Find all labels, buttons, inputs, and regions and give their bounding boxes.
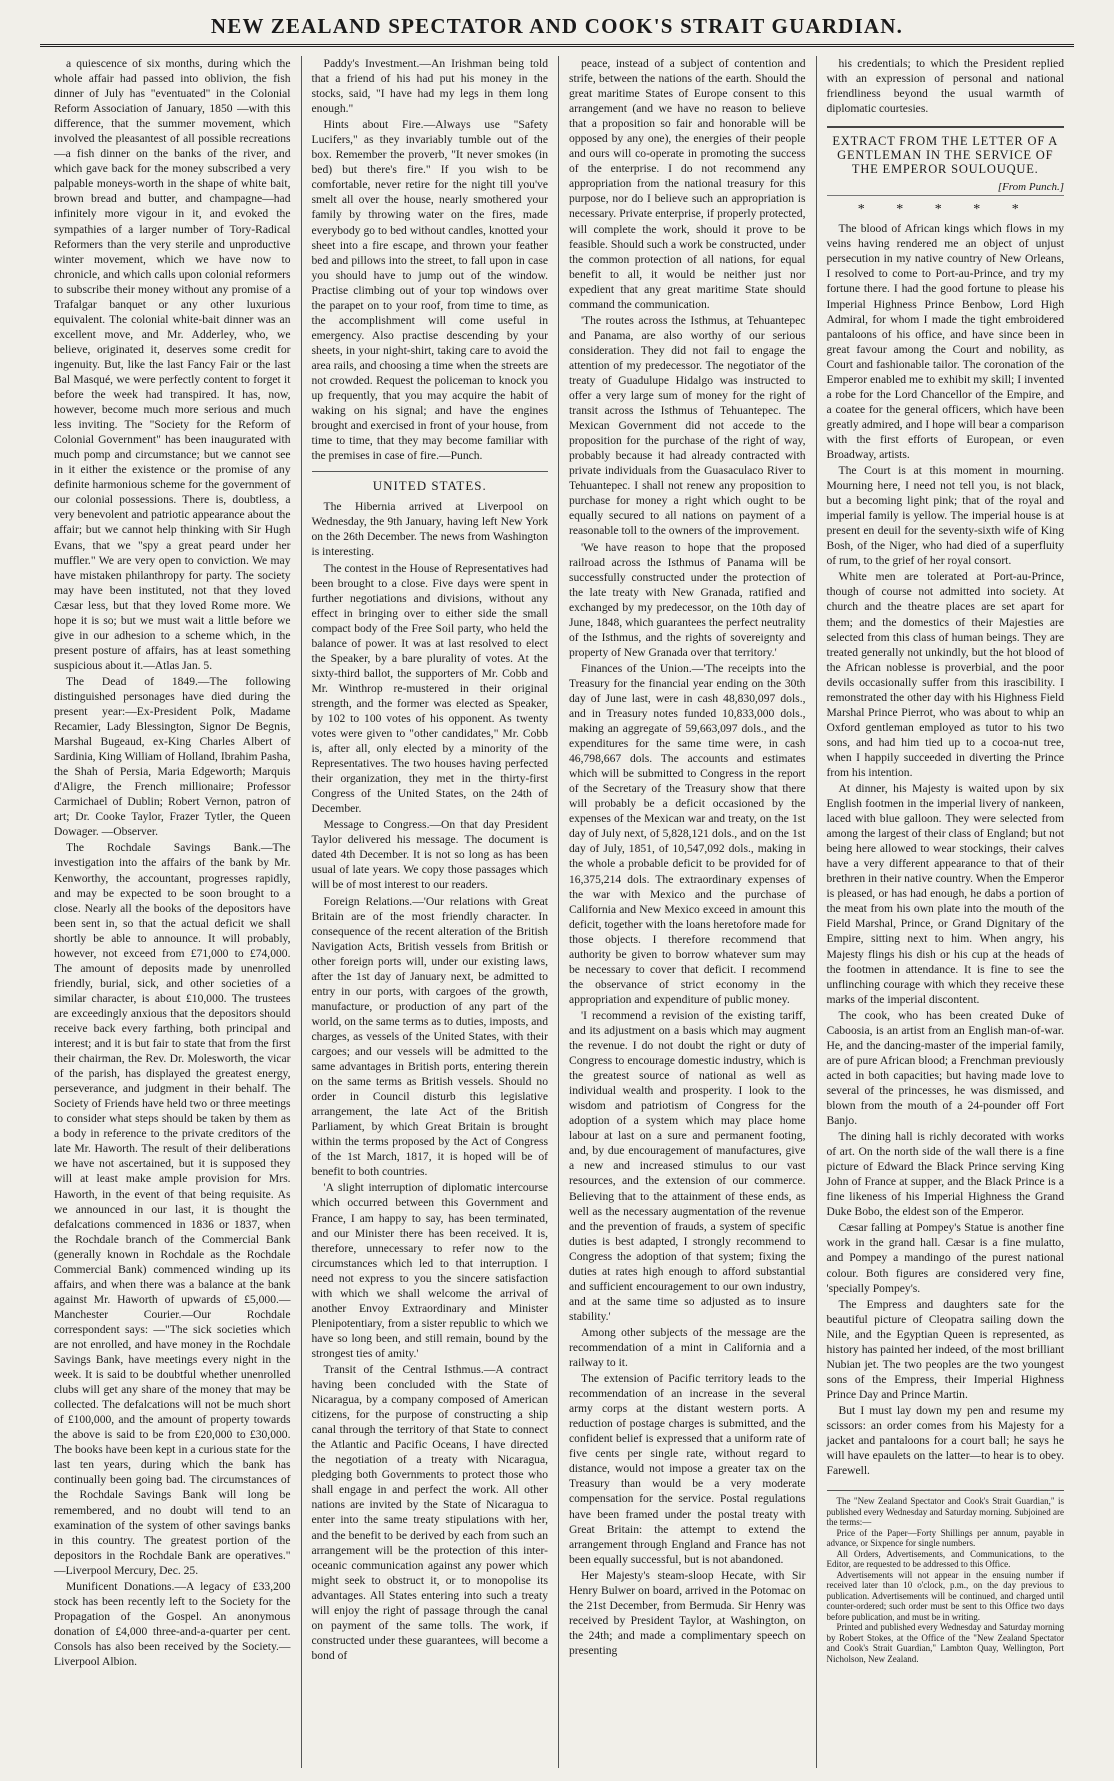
colophon-paragraph: Price of the Paper—Forty Shillings per annum, payable in advance, or Sixpence for single numbers. xyxy=(826,1527,1064,1549)
col1-paragraph: Munificent Donations.—A legacy of £33,200 stock has been recently left to the Society for the Propagation of the Gospel. An anonymous donation of £4,000 three-and-a-quarter per cent. Consols has also been received by the Society.—Liverpool Albion. xyxy=(54,1579,291,1668)
column-2-top-body xyxy=(312,56,549,463)
column-3 xyxy=(559,56,817,1768)
col4b-paragraph: Cæsar falling at Pompey's Statue is another fine work in the grand hall. Cæsar is a fine mulatto, and Pompey a mandingo of the purest national colour. Both figures are considered very fine, 'specially Pompey's. xyxy=(826,1221,1064,1295)
colophon-paragraph: Printed and published every Wednesday and Saturday morning by Robert Stokes, at the Office of the "New Zealand Spectator and Cook's Strait Guardian," Lambton Quay, Wellington, Port Nicholson, New Zealand. xyxy=(826,1622,1064,1664)
extract-heading: EXTRACT FROM THE LETTER OF A GENTLEMAN IN THE SERVICE OF THE EMPEROR SOULOUQUE. xyxy=(827,126,1065,176)
column-4-bottom-body xyxy=(827,221,1065,1478)
col2a-paragraph: Paddy's Investment.—An Irishman being told that a friend of his had put his money in the stocks, said, "I have had my legs in them long enough." xyxy=(311,57,548,116)
col1-paragraph: The Rochdale Savings Bank.—The investigation into the affairs of the bank by Mr. Kenworthy, the accountant, progresses rapidly, and may be expected to be soon brought to a close. Nearly all the books of the depositors have been sent in, so that the actual deficit we shall shortly be able to announce. It will probably, however, not exceed from £71,000 to £74,000. The amount of deposits made by unenrolled friendly, burial, sick, and other societies of a similar character, is about £10,000. The trustees are exceedingly anxious that the depositors should receive back every farthing, both principal and interest; and it is but fair to state that from the first their chairman, the Rev. Dr. Molesworth, the vicar of the parish, has displayed the greatest energy, perseverance, and judgment in their behalf. The Society of Friends have held two or three meetings to consider what steps should be taken by them as a body in reference to the private creditors of the late Mr. Haworth. The result of their deliberations we have not ascertained, but it is supposed they will at least make ample provision for Mrs. Haworth, in the event of that being requisite. As we announced in our last, it is thought the defalcations commenced in 1836 or 1837, when the Rochdale branch of the Commercial Bank (generally known in Rochdale as the Rochdale Commercial Bank) commenced winding up its affairs, and when there was a balance at the bank against Mr. Haworth of upwards of £5,000.—Manchester Courier.—Our Rochdale correspondent says: —"The sick societies which are not enrolled, and have money in the Rochdale Savings Bank, have meetings every night in the week. It is said to be doubtful whether unenrolled clubs will get any share of the money that may be collected. The defalcations will not be much short of £100,000, and the amount of property towards the above is said to be from £20,000 to £30,000. The books have been kept in a curious state for the last ten years, during which the bank has continually been going bad. The circumstances of the Rochdale Savings Bank will long be remembered, and no doubt will tend to an examination of the system of other savings banks in this country. The greatest portion of the depositors in the Rochdale Bank are operatives." —Liverpool Mercury, Dec. 25. xyxy=(54,841,291,1577)
col4b-paragraph: The cook, who has been created Duke of Caboosia, is an artist from an English man-of-war. He, and the dancing-master of the imperial family, are of pure African blood; a Frenchman previously acted in both capacities; but having made love to several of the princesses, he was dismissed, and blown from the mouth of a 24-pounder off Fort Banjo. xyxy=(826,1008,1064,1128)
col2b-paragraph: Message to Congress.—On that day President Taylor delivered his message. The document is dated 4th December. It is not so long as has been usual of late years. We copy those passages which will be of most interest to our readers. xyxy=(311,818,548,892)
colophon-paragraph: The "New Zealand Spectator and Cook's Strait Guardian," is published every Wednesday and Saturday morning. Subjoined are the terms:— xyxy=(826,1496,1064,1528)
column-2-bottom-body xyxy=(312,499,549,1663)
col1-paragraph: a quiescence of six months, during which the whole affair had passed into oblivion, the fish dinner of July has "eventuated" in the Colonial Reform Association of January, 1850 —with this difference, that the summer movement, which involved the pleasantest of all possible recreations—a fish dinner on the banks of the river, and which gave back for the money subscribed a very palpable moneys-worth in the shape of white bait, brown bread and butter, and champagne—had infinitely more vigour in it, and evoked the sympathies of a larger number of Tory-Radical Reformers than the very sterile and unproductive winter movement, which we have now to chronicle, and which calls upon colonial reformers to subscribe their money without any promise of a Trafalgar banquet or any other luxurious equivalent. The colonial white-bait dinner was an excellent move, and Mr. Adderley, who, we believe, originated it, deserves some credit for ingenuity. But, like the last Fancy Fair or the last Bal Masqué, we were perfectly content to forget it before the week had transpired. It has, now, however, become much more serious and much less inviting. The "Society for the Reform of Colonial Government" has been inaugurated with much pomp and circumstance; but we cannot see in it either the existence or the promise of any definite harmonious scheme for the government of our colonial possessions. There is, doubtless, a very benevolent and patriotic appearance about the affair; but we cannot help thinking with Sir Hugh Evans, that we "spy a great peard under her muffler." We are very open to conviction. We may have mistaken philanthropy for party. The society may have been instituted, not that they loved Cæsar less, but that they loved Rome more. We hope it is so; but we must wait a little before we give in our adhesion to a scheme which, in the present posture of affairs, has at least something suspicious about it.—Atlas Jan. 5. xyxy=(54,57,291,672)
masthead: NEW ZEALAND SPECTATOR AND COOK'S STRAIT GUARDIAN. xyxy=(210,14,904,38)
col3-paragraph: The extension of Pacific territory leads to the recommendation of an increase in the several army corps at the distant western ports. A reduction of postage charges is submitted, and the confident belief is expressed that a uniform rate of five cents per single rate, without regard to distance, would not impose a greater tax on the Treasury than would be a very moderate compensation for the service. Postal regulations have been framed under the postal treaty with Great Britain: the attempt to extend the arrangement through England and France has not been equally successful, but is not abandoned. xyxy=(569,1372,806,1566)
col4b-paragraph: White men are tolerated at Port-au-Prince, though of course not admitted into society. At church and the theatre places are set apart for them; and the domestics of their Majesties are selected from this class of human beings. They are treated generally not unkindly, but the hot blood of the African noblesse is proverbial, and the poor devils occasionally suffer from this irascibility. I remonstrated the other day with his Highness Field Marshal Prince Pierrot, who was about to whip an Oxford gentleman employed as tutor to his two sons, and had him tied up to a cocoa-nut tree, when I happily succeeded in diverting the Prince from his intention. xyxy=(826,570,1064,779)
col4b-paragraph: The dining hall is richly decorated with works of art. On the north side of the wall there is a fine picture of Edward the Black Prince serving King John of France at supper, and the Black Prince is a fine likeness of his Imperial Highness the Grand Duke Bobo, the eldest son of the Emperor. xyxy=(826,1130,1064,1219)
col4b-paragraph: The blood of African kings which flows in my veins having rendered me an object of unjust persecution in my native country of New Orleans, I resolved to come to Port-au-Prince, and try my fortune there. I had the good fortune to please his Imperial Highness Prince Benbow, Lord High Admiral, for whom I made the tight embroidered pantaloons of his office, and have since been in great favour among the Court and nobility, as Court and fashionable tailor. The coronation of the Emperor enabled me to exhibit my skill; I invented a robe for the Lord Chancellor of the Empire, and a coatee for the general officers, which have been greatly admired, and I hope will bear a comparison with the first efforts of European, or even Broadway, artists. xyxy=(826,222,1064,461)
column-4 xyxy=(817,56,1075,1768)
col3-paragraph: Among other subjects of the message are the recommendation of a mint in California and a railway to it. xyxy=(569,1325,806,1370)
ornament-stars: * * * * * xyxy=(857,202,1033,218)
col4b-paragraph: But I must lay down my pen and resume my scissors: an order comes from his Majesty for a jacket and pantaloons for a court ball; he says he will have epaulets on the latter—to hear is to obey. Farewell. xyxy=(826,1403,1064,1478)
col3-paragraph: 'I recommend a revision of the existing tariff, and its adjustment on a basis which may augment the revenue. I do not doubt the right or duty of Congress to encourage domestic industry, which is the greatest source of national as well as individual wealth and prosperity. I look to the wisdom and patriotism of Congress for the adoption of a system which may place home labour at last on a sure and permanent footing, and, by due encouragement of manufactures, give a new and increased stimulus to our vast resources, and the extension of our commerce. Believing that to the attainment of these ends, as well as the necessary augmentation of the revenue and the prevention of frauds, a system of specific duties is best adapted, I strongly recommend to Congress the adoption of that system; fixing the duties at rates high enough to afford substantial and sufficient encouragement to our own industry, and at the same time so adjusted as to insure stability.' xyxy=(569,1008,806,1323)
col2b-paragraph: The contest in the House of Representatives had been brought to a close. Five days were spent in further negotiations and divisions, without any effect in bringing over to either side the small compact body of the Free Soil party, who held the balance of power. It was at last resolved to elect the Speaker, by a bare plurality of votes. At the sixty-third ballot, the supporters of Mr. Cobb and Mr. Winthrop re-mustered in their original strength, and the former was elected as Speaker, by 102 to 100 votes of his opponent. As twenty votes were given to "other candidates," Mr. Cobb is, after all, only elected by a minority of the Representatives. The two houses having perfected their organization, they met in the thirty-first Congress of the United States, on the 24th of December. xyxy=(311,561,548,816)
col3-paragraph: Finances of the Union.—'The receipts into the Treasury for the financial year ending on the 30th day of June last, were in cash 48,830,097 dols., and in Treasury notes funded 10,833,000 dols., making an aggregate of 59,663,097 dols., and the expenditures for the same time were, in cash 46,798,667 dols. The accounts and estimates which will be submitted to Congress in the report of the Secretary of the Treasury show that there will probably be a deficit occasioned by the expenses of the Mexican war and treaty, on the 1st day of July next, of 5,828,121 dols., and on the 1st day of July, 1851, of 10,547,092 dols., making in the whole a probable deficit to be provided for of 16,375,214 dols. The extraordinary expenses of the war with Mexico and the purchase of California and New Mexico exceed in amount this deficit, together with the loans heretofore made for those objects. I therefore recommend that authority be given to borrow whatever sum may be necessary to cover that deficit. I recommend the observance of strict economy in the appropriation and expenditure of public money. xyxy=(569,661,806,1006)
colophon-paragraph: All Orders, Advertisements, and Communications, to the Editor, are requested to be addressed to this Office. xyxy=(826,1548,1064,1570)
colophon xyxy=(827,1490,1065,1664)
column-1 xyxy=(44,56,302,1768)
col4b-paragraph: The Empress and daughters sate for the beautiful picture of Cleopatra sailing down the Nile, and the Egyptian Queen is represented, as history has painted her indeed, of the most brilliant Nubian jet. The two peoples are the two youngest sons of the Empress, their Imperial Highness Prince Day and Prince Martin. xyxy=(826,1297,1064,1401)
col2b-paragraph: Foreign Relations.—'Our relations with Great Britain are of the most friendly character. In consequence of the recent alteration of the British Navigation Acts, British vessels from British or other foreign ports will, under our existing laws, after the 1st day of January next, be admitted to entry in our ports, with cargoes of the growth, manufacture, or production of any part of the world, on the same terms as to duties, imposts, and charges, as vessels of the United States, with their cargoes; and our vessels will be admitted to the same advantages in British ports, entering therein on the same terms as British vessels. Should no order in Council disturb this legislative arrangement, the late Act of the British Parliament, by which Great Britain is brought within the terms proposed by the Act of Congress of the 1st March, 1817, it is hoped will be of benefit to both countries. xyxy=(311,894,548,1179)
extract-source: [From Punch.] xyxy=(827,180,1065,196)
col2a-paragraph: Hints about Fire.—Always use "Safety Lucifers," as they invariably tumble out of the box. Remember the proverb, "It never smokes (in bed) but there's fire." If you wish to be comfortable, never retire for the night till you've smelt all over the house, nearly smothered your family by throwing water on the fires, made everybody go to bed without candles, knotted your sheet into a fire escape, and thrown your feather bed and pillows into the street, to fall upon in case you should have to jump out of the window. Practise climbing out of your top windows over the parapet on to your roof, from time to time, as the accomplishment will come useful in emergency. Also practise descending by your sheets, in your night-shirt, taking care to avoid the area rails, and choosing a time when the streets are not crowded. Request the policeman to knock you up frequently, that you may acquire the habit of waking on his signal; and have the engines brought and exercised in front of your house, from time to time, that they may become familiar with the premises in case of fire.—Punch. xyxy=(311,118,548,463)
colophon-paragraph: Advertisements will not appear in the ensuing number if received later than 10 o'clock, p.m., on the day previous to publication. Advertisements will be continued, and charged until counter-ordered; such order must be sent to this Office two days before publication, and must be in writing. xyxy=(826,1569,1064,1622)
col3-paragraph: 'We have reason to hope that the proposed railroad across the Isthmus of Panama will be successfully constructed under the protection of the late treaty with New Granada, ratified and exchanged by my predecessor, on the 10th day of June, 1848, which guarantees the perfect neutrality of the Isthmus, and the rights of sovereignty and property of New Granada over that territory.' xyxy=(569,540,806,659)
col2b-paragraph: Transit of the Central Isthmus.—A contract having been concluded with the State of Nicaragua, by a company composed of American citizens, for the purpose of constructing a ship canal through the territory of that State to connect the Atlantic and Pacific Oceans, I have directed the negotiation of a treaty with Nicaragua, pledging both Governments to protect those who shall engage in and perfect the work. All other nations are invited by the State of Nicaragua to enter into the same treaty stipulations with her, and the benefit to be derived by each from such an arrangement will be the protection of this inter-oceanic communication against any power which might seek to obstruct it, or to monopolise its advantages. All States entering into such a treaty will enjoy the right of passage through the canal on payment of the same tolls. The work, if constructed under these guarantees, will become a bond of xyxy=(311,1362,548,1662)
column-4-top-body xyxy=(827,56,1065,116)
col4b-paragraph: At dinner, his Majesty is waited upon by six English footmen in the imperial livery of nankeen, laced with blue galloon. They were selected from among the largest of their class of England; but not being here allowed to wear stockings, their calves have a very different appearance to that of their brethren in their native country. When the Emperor is pleased, or has had enough, he dabs a portion of the meat from his own plate into the mouth of the Field Marshal, Prince, or Grand Dignitary of the Empire, sitting next to him. When angry, his Majesty flings his dish or his cup at the heads of the footmen in attendance. It is fine to see the unflinching courage with which they receive these marks of the imperial discontent. xyxy=(826,782,1064,1006)
col2b-paragraph: The Hibernia arrived at Liverpool on Wednesday, the 9th January, having left New York on the 26th December. The news from Washington is interesting. xyxy=(311,500,548,559)
col2b-paragraph: 'A slight interruption of diplomatic intercourse which occurred between this Government and France, I am happy to say, has been terminated, and our Minister there has been received. It is, therefore, unnecessary to refer now to the circumstances which led to that interruption. I need not express to you the sincere satisfaction with which we shall welcome the arrival of another Envoy Extraordinary and Minister Plenipotentiary, from a sister republic to which we have so long been, and still remain, bound by the strongest ties of amity.' xyxy=(311,1181,548,1360)
column-1-body xyxy=(54,56,291,1669)
col3-paragraph: peace, instead of a subject of contention and strife, between the nations of the earth. Should the great maritime States of Europe consent to this arrangement (and we have no reason to believe that a proposition so fair and honorable will be opposed by any one), the energies of their people and ours will co-operate in promoting the success of the enterprise. I do not recommend any appropriation from the national treasury for this purpose, nor do I believe such an appropriation is necessary. Private enterprise, if properly protected, will complete the work, should it prove to be feasible. Should such a work be constructed, under the common protection of all nations, for equal benefit to all, it would be neither just nor expedient that any great maritime State should command the communication. xyxy=(569,57,806,311)
column-2 xyxy=(302,56,560,1768)
column-3-body xyxy=(569,56,806,1658)
col3-paragraph: Her Majesty's steam-sloop Hecate, with Sir Henry Bulwer on board, arrived in the Potomac on the 21st December, from Bermuda. Sir Henry was received by President Taylor, at Washington, on the 24th; and made a complimentary speech on presenting xyxy=(569,1568,806,1657)
col3-paragraph: 'The routes across the Isthmus, at Tehuantepec and Panama, are also worthy of our serious consideration. They did not fail to engage the attention of my predecessor. The negotiator of the treaty of Guadulupe Hidalgo was instructed to offer a very large sum of money for the right of transit across the Isthmus of Tehuantepec. The Mexican Government did not accede to the proposition for the purchase of the right of way, probably because it had already contracted with private individuals from the Guasaculaco River to Tehuantepec. I shall not renew any proposition to purchase for money a right which ought to be equally secured to all nations on payment of a reasonable toll to the owners of the improvement. xyxy=(569,313,806,538)
col1-paragraph: The Dead of 1849.—The following distinguished personages have died during the present year:—Ex-President Polk, Madame Recamier, Lady Blessington, Signor De Begnis, Marshal Bugeaud, ex-King Charles Albert of Sardinia, King William of Holland, Ibrahim Pasha, the Shah of Persia, Maria Edgeworth; Marquis d'Aligre, the French millionaire; Professor Carmichael of Dublin; Robert Vernon, patron of art; Dr. Cooke Taylor, Frazer Tytler, the Queen Dowager. —Observer. xyxy=(54,674,291,839)
col4b-paragraph: The Court is at this moment in mourning. Mourning here, I need not tell you, is not black, but a becoming light pink; that of the royal and imperial family is yellow. The imperial house is at present en deuil for the seventy-sixth wife of King Bosh, of the Niger, who had died of a superfluity of rum, to the grief of her royal consort. xyxy=(826,464,1064,568)
masthead-rule xyxy=(40,44,1074,47)
col4a-paragraph: his credentials; to which the President replied with an expression of personal and national friendliness beyond the usual warmth of diplomatic courtesies. xyxy=(826,57,1064,116)
united-states-heading: UNITED STATES. xyxy=(312,471,549,493)
columns xyxy=(44,56,1074,1768)
